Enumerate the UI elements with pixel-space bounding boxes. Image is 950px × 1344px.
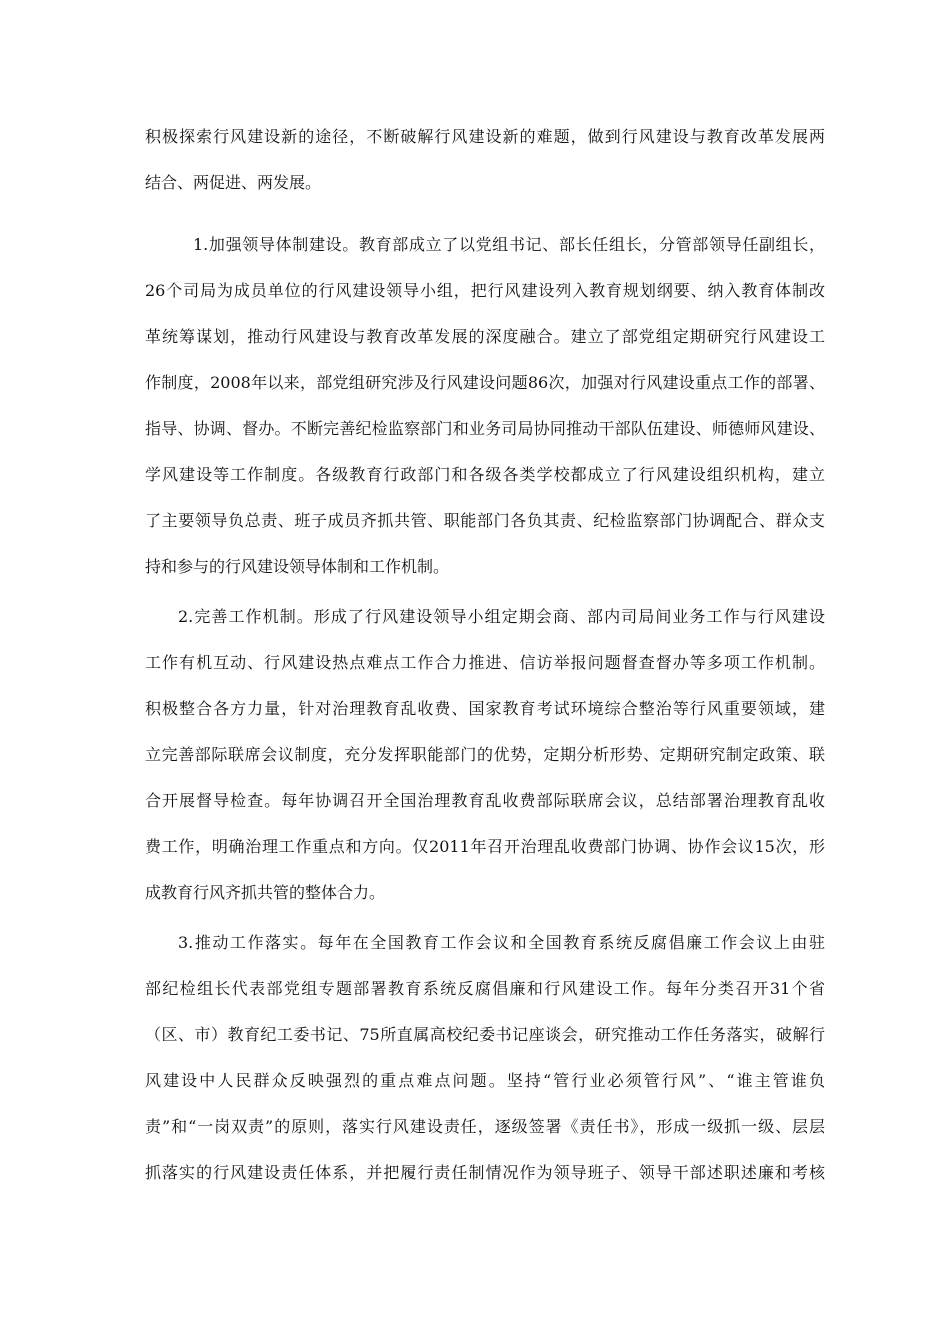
paragraph-3 [145, 920, 825, 1196]
text-line: 持和参与的行风建设领导体制和工作机制。 [145, 557, 450, 576]
text-line: 工作有机互动、行风建设热点难点工作合力推进、信访举报问题督查督办等多项工作机制。 [145, 653, 825, 672]
paragraph-intro [145, 114, 825, 206]
text-line: 2.完善工作机制。形成了行风建设领导小组定期会商、部内司局间业务工作与行风建设 [178, 607, 825, 626]
text-line: 部纪检组长代表部党组专题部署教育系统反腐倡廉和行风建设工作。每年分类召开31个省 [145, 979, 825, 998]
text-line: 1.加强领导体制建设。教育部成立了以党组书记、部长任组长，分管部领导任副组长， [193, 235, 825, 254]
text-line: 积极整合各方力量，针对治理教育乱收费、国家教育考试环境综合整治等行风重要领域，建 [145, 699, 825, 718]
text-line: 立完善部际联席会议制度，充分发挥职能部门的优势，定期分析形势、定期研究制定政策、联 [145, 745, 825, 764]
text-line: 学风建设等工作制度。各级教育行政部门和各级各类学校都成立了行风建设组织机构，建立 [145, 465, 825, 484]
text-line: 抓落实的行风建设责任体系，并把履行责任制情况作为领导班子、领导干部述职述廉和考核 [145, 1163, 825, 1182]
text-line: 26个司局为成员单位的行风建设领导小组，把行风建设列入教育规划纲要、纳入教育体制改 [145, 281, 825, 300]
text-line: 作制度，2008年以来，部党组研究涉及行风建设问题86次，加强对行风建设重点工作的部署、 [145, 373, 825, 392]
text-line: 积极探索行风建设新的途径，不断破解行风建设新的难题，做到行风建设与教育改革发展两 [145, 127, 825, 146]
text-line: 责”和“一岗双责”的原则，落实行风建设责任，逐级签署《责任书》，形成一级抓一级、层层 [145, 1117, 825, 1136]
text-line: 3.推动工作落实。每年在全国教育工作会议和全国教育系统反腐倡廉工作会议上由驻 [178, 933, 825, 952]
text-line: 风建设中人民群众反映强烈的重点难点问题。坚持“管行业必须管行风”、“谁主管谁负 [145, 1071, 825, 1090]
text-line: 革统筹谋划，推动行风建设与教育改革发展的深度融合。建立了部党组定期研究行风建设工 [145, 327, 825, 346]
paragraph-2 [145, 594, 825, 916]
text-line: 费工作，明确治理工作重点和方向。仅2011年召开治理乱收费部门协调、协作会议15次，形 [145, 837, 825, 856]
text-line: 结合、两促进、两发展。 [145, 173, 322, 192]
text-line: 指导、协调、督办。不断完善纪检监察部门和业务司局协同推动干部队伍建设、师德师风建设、 [145, 419, 825, 438]
text-line: 成教育行风齐抓共管的整体合力。 [145, 883, 386, 902]
text-line: （区、市）教育纪工委书记、75所直属高校纪委书记座谈会，研究推动工作任务落实，破解行 [145, 1025, 825, 1044]
text-line: 合开展督导检查。每年协调召开全国治理教育乱收费部际联席会议，总结部署治理教育乱收 [145, 791, 825, 810]
paragraph-1 [145, 222, 825, 590]
text-line: 了主要领导负总责、班子成员齐抓共管、职能部门各负其责、纪检监察部门协调配合、群众支 [145, 511, 825, 530]
